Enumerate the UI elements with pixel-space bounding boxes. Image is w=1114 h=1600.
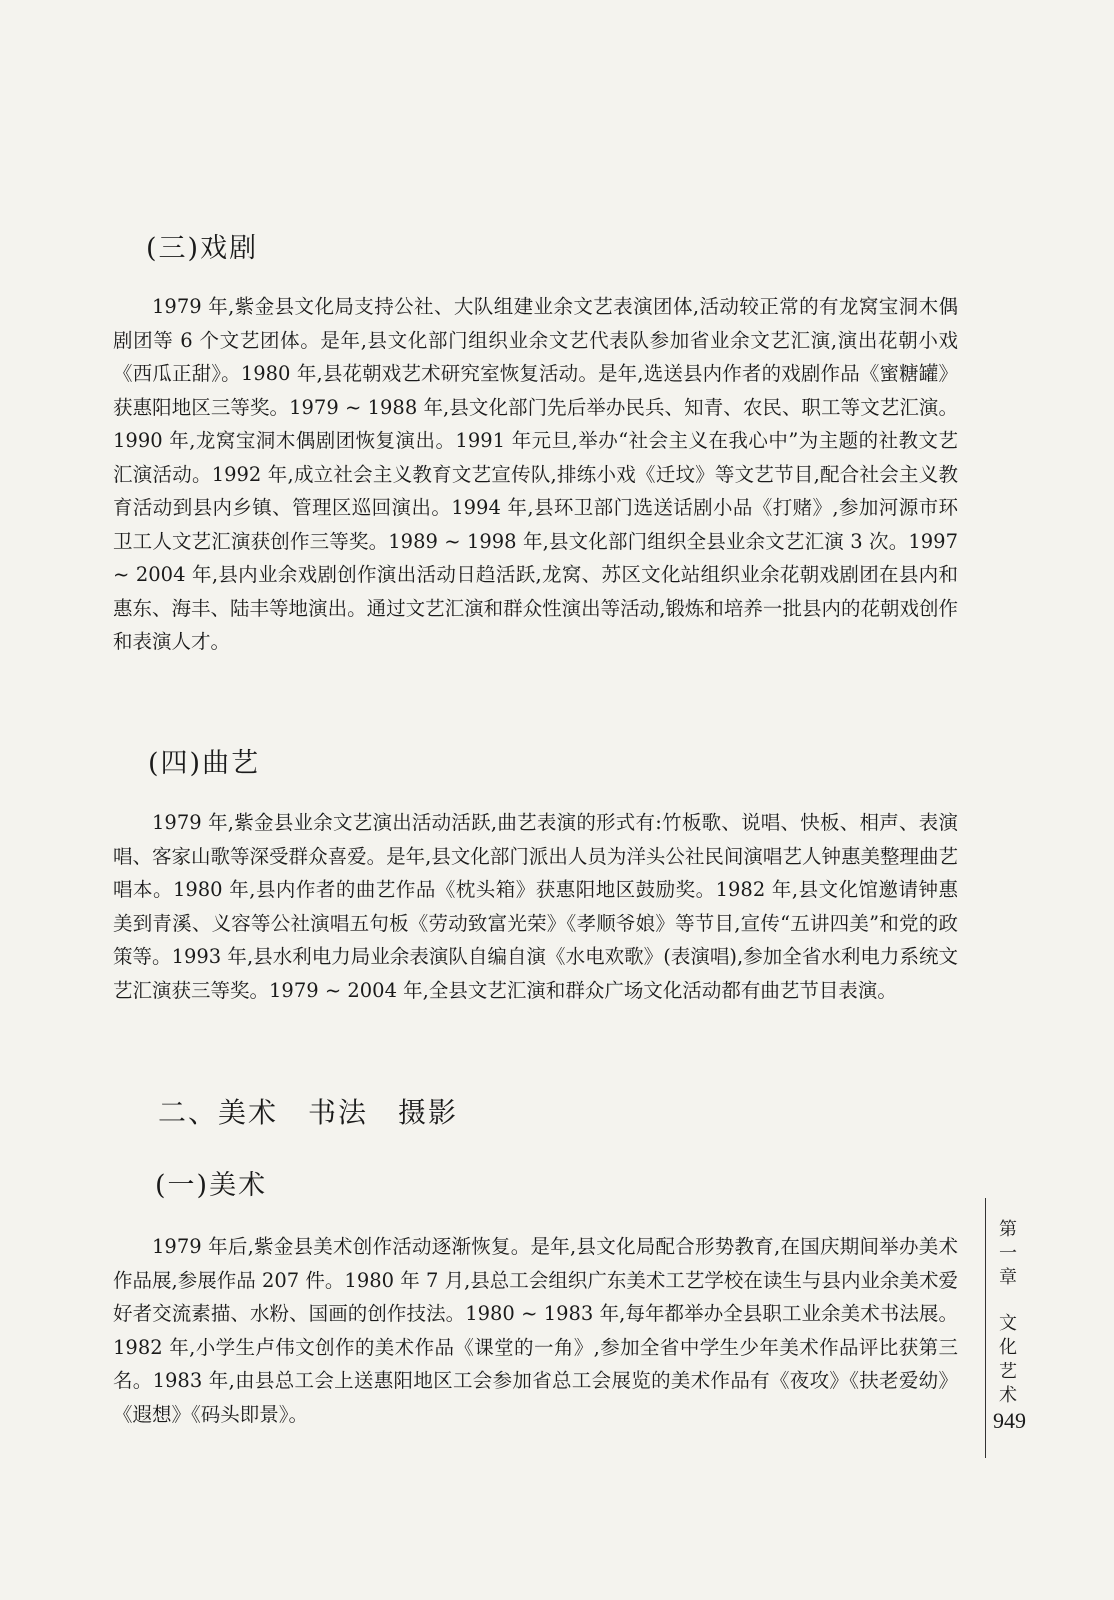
margin-chapter-label <box>995 1218 1021 1408</box>
margin-divider <box>985 1198 986 1458</box>
page-number: 949 <box>993 1408 1026 1433</box>
margin-chapter-title: 文化艺术 <box>999 1313 1017 1406</box>
section-heading-drama: (三)戏剧 <box>146 233 259 264</box>
margin-chapter-number: 第一章 <box>999 1219 1017 1288</box>
paragraph-painting: 1979 年后,紫金县美术创作活动逐渐恢复。是年,县文化局配合形势教育,在国庆期间举办美术作品展,参展作品 207 件。1980 年 7 月,县总工会组织广东美术工艺学校在读生与县内业余美术爱好者交流素描、水粉、国画的创作技法。1980 ~ 1983 年,每年都举办全县职工业余美术书法展。1982 年,小学生卢伟文创作的美术作品《课堂的一角》,参加全省中学生少年美术作品评比获第三名。1983 年,由县总工会上送惠阳地区工会参加省总工会展览的美术作品有《夜攻》《扶老爱幼》《遐想》《码头即景》。 <box>113 1235 958 1426</box>
paragraph-quyi: 1979 年,紫金县业余文艺演出活动活跃,曲艺表演的形式有:竹板歌、说唱、快板、相声、表演唱、客家山歌等深受群众喜爱。是年,县文化部门派出人员为洋头公社民间演唱艺人钟惠美整理曲艺唱本。1980 年,县内作者的曲艺作品《枕头箱》获惠阳地区鼓励奖。1982 年,县文化馆邀请钟惠美到青溪、义容等公社演唱五句板《劳动致富光荣》《孝顺爷娘》等节目,宣传“五讲四美”和党的政策等。1993 年,县水利电力局业余表演队自编自演《水电欢歌》(表演唱),参加全省水利电力系统文艺汇演获三等奖。1979 ~ 2004 年,全县文艺汇演和群众广场文化活动都有曲艺节目表演。 <box>113 811 958 1002</box>
section-heading-quyi: (四)曲艺 <box>148 748 261 779</box>
paragraph-drama: 1979 年,紫金县文化局支持公社、大队组建业余文艺表演团体,活动较正常的有龙窝宝洞木偶剧团等 6 个文艺团体。是年,县文化部门组织业余文艺代表队参加省业余文艺汇演,演出花朝小戏《西瓜正甜》。1980 年,县花朝戏艺术研究室恢复活动。是年,选送县内作者的戏剧作品《蜜糖罐》获惠阳地区三等奖。1979 ~ 1988 年,县文化部门先后举办民兵、知青、农民、职工等文艺汇演。1990 年,龙窝宝洞木偶剧团恢复演出。1991 年元旦,举办“社会主义在我心中”为主题的社教文艺汇演活动。1992 年,成立社会主义教育文艺宣传队,排练小戏《迁坟》等文艺节目,配合社会主义教育活动到县内乡镇、管理区巡回演出。1994 年,县环卫部门选送话剧小品《打赌》,参加河源市环卫工人文艺汇演获创作三等奖。1989 ~ 1998 年,县文化部门组织全县业余文艺汇演 3 次。1997 ~ 2004 年,县内业余戏剧创作演出活动日趋活跃,龙窝、苏区文化站组织业余花朝戏剧团在县内和惠东、海丰、陆丰等地演出。通过文艺汇演和群众性演出等活动,锻炼和培养一批县内的花朝戏创作和表演人才。 <box>113 295 958 653</box>
section-heading-painting: (一)美术 <box>155 1170 268 1201</box>
chapter-section-heading: 二、美术 书法 摄影 <box>158 1096 459 1129</box>
